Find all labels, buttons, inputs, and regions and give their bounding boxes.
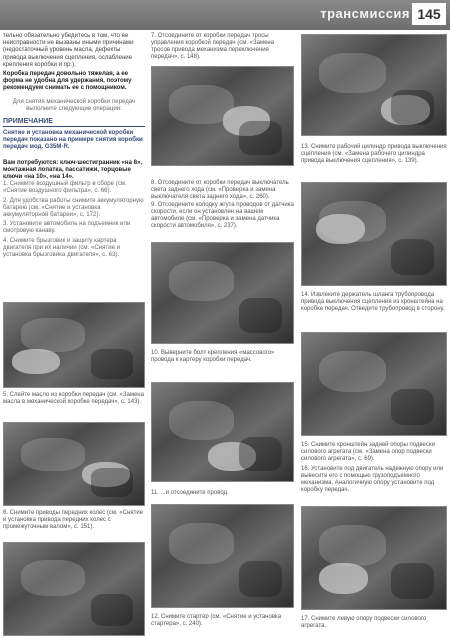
- photo-step-6b: [3, 542, 145, 636]
- step-2: 2. Для удобства работы снимите аккумуляторную батарею (см. «Снятие и установка аккумуляторной батареи», с. 172).: [3, 196, 144, 219]
- step-3: 3. Установите автомобиль на подъемник или смотровую канаву.: [3, 220, 131, 235]
- section-title: трансмиссия: [320, 6, 410, 21]
- warning-text: Коробка передач довольно тяжелая, а ее форма не удобна для удержания, поэтому рекомендуем снимать ее с помощником.: [3, 70, 132, 92]
- photo-step-12: [151, 504, 294, 608]
- photo-step-15: [301, 332, 447, 436]
- photo-step-13: [301, 34, 447, 136]
- photo-step-17: [301, 506, 447, 610]
- photo-step-11: [151, 382, 294, 482]
- step-12: 12. Снимите стартер (см. «Снятие и установка стартера», с. 240).: [151, 614, 282, 627]
- see-also-text: Для снятия механической коробки передач выполните следующие операции:: [12, 97, 136, 112]
- step-14: 14. Извлеките держатель шланга трубопровода привода выключения сцепления из кронштейна на коробке передач. Отведите трубопровод в сторону.: [301, 292, 445, 312]
- step-6: 6. Снимите приводы передних колес (см. «Снятие и установка привода передних колес с промежуточным валом», с. 151).: [3, 510, 144, 530]
- step-4: 4. Снимите брызговик и защиту картера двигателя при их наличии (см. «Снятие и установка брызговика двигателя», с. 63).: [3, 236, 121, 259]
- tools-text: Вам потребуются: ключ-шестигранник «на 8», монтажная лопатка, пассатижи, торцовые ключи «на 10», «на 14».: [3, 158, 143, 181]
- page-number: 145: [412, 3, 446, 25]
- photo-step-6: [3, 422, 145, 506]
- photo-step-14: [301, 182, 447, 286]
- step-10: 10. Выверните болт крепления «массового» провода к картеру коробки передач.: [151, 350, 275, 363]
- step-8: 8. Отсоедините от коробки передач выключатель света заднего хода (см. «Проверка и замена выключателя света заднего хода», с. 260).: [151, 180, 289, 200]
- step-7: 7. Отсоедините от коробки передач тросы управления коробкой передач (см. «Замена тросов привода механизма переключения передач», с. 148).: [151, 33, 275, 60]
- note-text: Снятие и установка механической коробки передач показано на примере снятия коробки передач мод. G35M-R.: [3, 129, 143, 151]
- step-5: 5. Слейте масло из коробки передач (см. «Замена масла в механической коробке передач», с. 143).: [3, 392, 144, 405]
- note-box: [3, 118, 145, 151]
- page-header: [0, 0, 450, 30]
- step-9: 9. Отсоедините колодку жгута проводов от датчика скорости, если он установлен на вашем автомобиле (см. «Проверка и замена датчика скорости автомобиля», с. 237).: [151, 202, 294, 229]
- note-title: ПРИМЕЧАНИЕ: [3, 118, 145, 127]
- step-16: 16. Установите под двигатель надежную опору или вывесите его с помощью грузоподъемного механизма. Аналогичную опору установите под коробку передач.: [301, 466, 444, 493]
- intro-text: тельно обязательно убедитесь в том, что ее неисправности не вызваны иными причинами (недостаточный уровень масла, дефекты привода выключения сцепления, ослабление крепления коробки и пр.).: [3, 32, 134, 68]
- step-15: 15. Снимите кронштейн задней опоры подвески силового агрегата (см. «Замена опор подвески силового агрегата», с. 69).: [301, 442, 435, 462]
- step-1: 1. Снимите воздушный фильтр в сборе (см. «Снятие воздушного фильтра», с. 66).: [3, 180, 127, 195]
- step-11: 11. ...и отсоедините провод.: [151, 490, 229, 496]
- step-13: 13. Снимите рабочий цилиндр привода выключения сцепления (см. «Замена рабочего цилиндра привода выключения сцепления», с. 139).: [301, 144, 447, 164]
- photo-step-5: [3, 302, 145, 388]
- step-17: 17. Снимите левую опору подвески силового агрегата.: [301, 616, 427, 629]
- photo-step-7: [151, 66, 294, 166]
- photo-step-10: [151, 242, 294, 344]
